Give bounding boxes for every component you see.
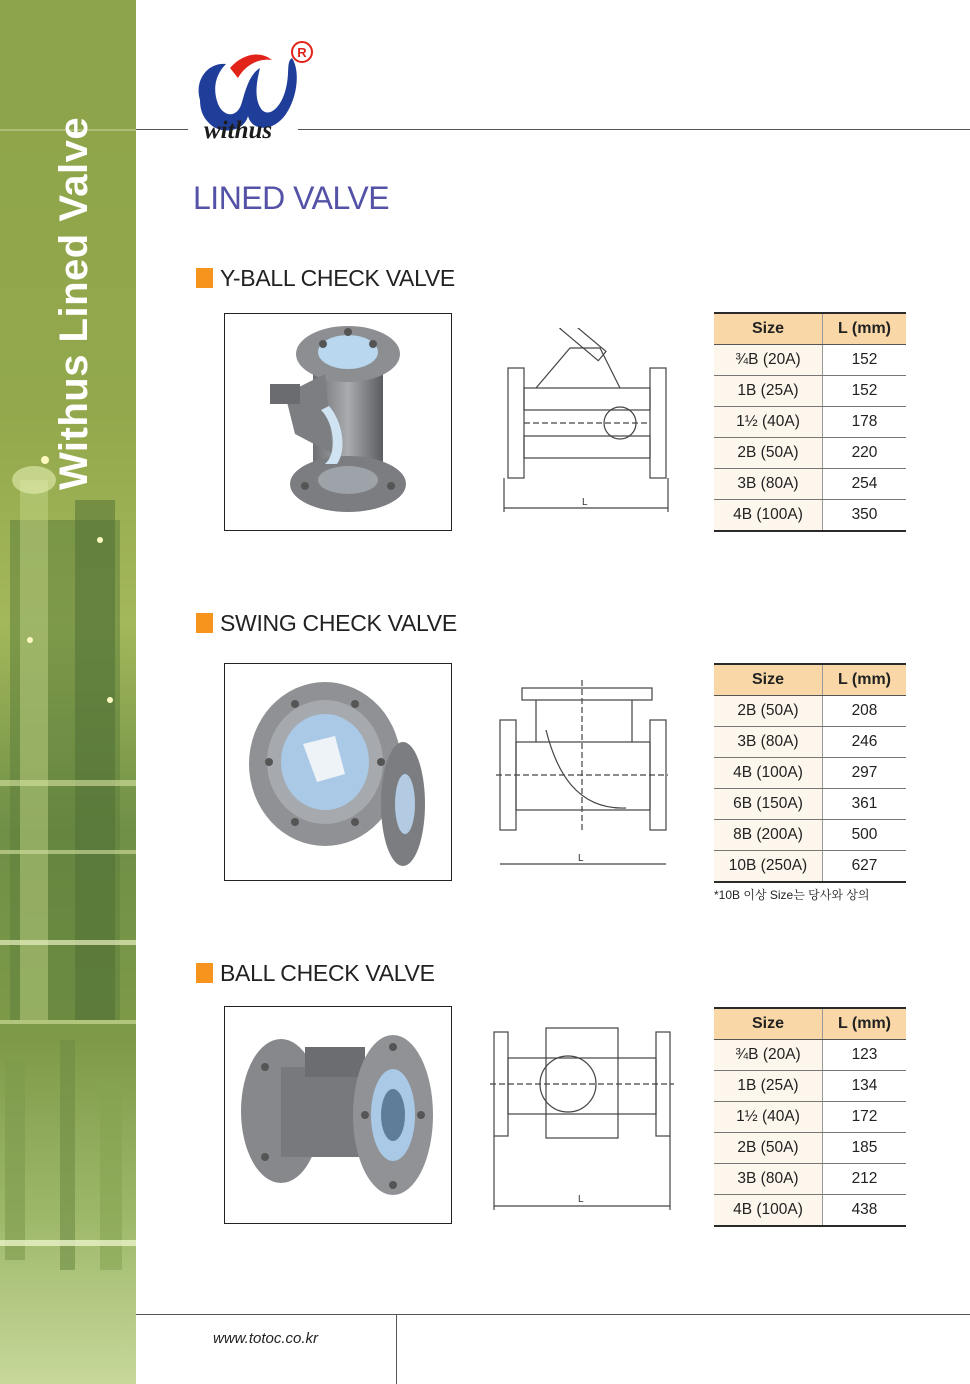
sidebar-title-text: Withus Lined Valve	[52, 116, 96, 490]
swing-valve-image	[225, 664, 451, 880]
cell-length: 246	[823, 727, 907, 758]
cell-size: 3B (80A)	[714, 469, 823, 500]
cell-size: ¾B (20A)	[714, 1040, 823, 1071]
table-header-size: Size	[714, 664, 823, 696]
cell-length: 254	[823, 469, 907, 500]
section-bullet-icon	[196, 268, 213, 288]
cell-size: 3B (80A)	[714, 1164, 823, 1195]
cell-length: 361	[823, 789, 907, 820]
cell-length: 297	[823, 758, 907, 789]
cell-length: 152	[823, 345, 907, 376]
brand-name: withus	[204, 117, 273, 144]
cell-length: 172	[823, 1102, 907, 1133]
cell-length: 134	[823, 1071, 907, 1102]
cell-size: 1B (25A)	[714, 376, 823, 407]
website-link[interactable]: www.totoc.co.kr	[213, 1330, 319, 1347]
table-row	[714, 1102, 906, 1133]
y-ball-valve-drawing	[500, 328, 672, 518]
table-row	[714, 758, 906, 789]
cell-length: 220	[823, 438, 907, 469]
section-title: Y-BALL CHECK VALVE	[220, 265, 455, 291]
table-header-length: L (mm)	[823, 313, 907, 345]
cell-size: ¾B (20A)	[714, 345, 823, 376]
dimension-l-label: L	[578, 853, 584, 864]
swing-valve-drawing	[496, 680, 668, 870]
table-row	[714, 1040, 906, 1071]
table-row	[714, 820, 906, 851]
header-divider-left	[136, 129, 188, 130]
cell-size: 4B (100A)	[714, 500, 823, 532]
table-row	[714, 438, 906, 469]
table-row	[714, 500, 906, 532]
table-header-size: Size	[714, 1008, 823, 1040]
cell-size: 10B (250A)	[714, 851, 823, 883]
section-title: SWING CHECK VALVE	[220, 610, 457, 636]
cell-length: 212	[823, 1164, 907, 1195]
section-heading-ball	[196, 960, 435, 987]
cell-length: 500	[823, 820, 907, 851]
cell-size: 8B (200A)	[714, 820, 823, 851]
table-row	[714, 727, 906, 758]
y-ball-valve-image	[225, 314, 451, 530]
dimension-l-label: L	[578, 1194, 584, 1205]
table-row	[714, 696, 906, 727]
cell-size: 2B (50A)	[714, 696, 823, 727]
table-row	[714, 1164, 906, 1195]
table-header-length: L (mm)	[823, 664, 907, 696]
y-ball-valve-photo	[224, 313, 452, 531]
section-heading-y-ball	[196, 265, 455, 292]
cell-length: 208	[823, 696, 907, 727]
section-bullet-icon	[196, 613, 213, 633]
table-row	[714, 376, 906, 407]
table-header-length: L (mm)	[823, 1008, 907, 1040]
y-ball-size-table	[714, 312, 906, 532]
swing-valve-photo	[224, 663, 452, 881]
cell-size: 4B (100A)	[714, 1195, 823, 1227]
table-header-size: Size	[714, 313, 823, 345]
cell-length: 123	[823, 1040, 907, 1071]
footer-divider	[136, 1314, 970, 1315]
ball-valve-photo	[224, 1006, 452, 1224]
table-row	[714, 851, 906, 883]
footer-vertical-divider	[396, 1314, 397, 1384]
table-row	[714, 1071, 906, 1102]
sidebar-banner	[0, 0, 136, 1384]
svg-text:R: R	[297, 45, 307, 60]
ball-size-table	[714, 1007, 906, 1227]
section-heading-swing	[196, 610, 457, 637]
table-header-row	[714, 1008, 906, 1040]
cell-length: 627	[823, 851, 907, 883]
cell-size: 2B (50A)	[714, 438, 823, 469]
table-row	[714, 789, 906, 820]
table-row	[714, 345, 906, 376]
cell-size: 6B (150A)	[714, 789, 823, 820]
cell-length: 438	[823, 1195, 907, 1227]
cell-size: 2B (50A)	[714, 1133, 823, 1164]
dimension-l-label: L	[582, 497, 588, 508]
cell-size: 1B (25A)	[714, 1071, 823, 1102]
cell-length: 152	[823, 376, 907, 407]
cell-size: 1½ (40A)	[714, 407, 823, 438]
page-title: LINED VALVE	[193, 180, 390, 216]
cell-size: 1½ (40A)	[714, 1102, 823, 1133]
ball-valve-image	[225, 1007, 451, 1223]
size-note: *10B 이상 Size는 당사와 상의	[714, 888, 870, 902]
cell-length: 178	[823, 407, 907, 438]
cell-size: 4B (100A)	[714, 758, 823, 789]
cell-size: 3B (80A)	[714, 727, 823, 758]
ball-valve-drawing	[490, 1024, 674, 1214]
section-bullet-icon	[196, 963, 213, 983]
cell-length: 350	[823, 500, 907, 532]
swing-size-table	[714, 663, 906, 883]
table-row	[714, 1195, 906, 1227]
table-header-row	[714, 664, 906, 696]
table-header-row	[714, 313, 906, 345]
cell-length: 185	[823, 1133, 907, 1164]
table-row	[714, 407, 906, 438]
header-divider-right	[298, 129, 970, 130]
table-row	[714, 1133, 906, 1164]
table-row	[714, 469, 906, 500]
section-title: BALL CHECK VALVE	[220, 960, 435, 986]
